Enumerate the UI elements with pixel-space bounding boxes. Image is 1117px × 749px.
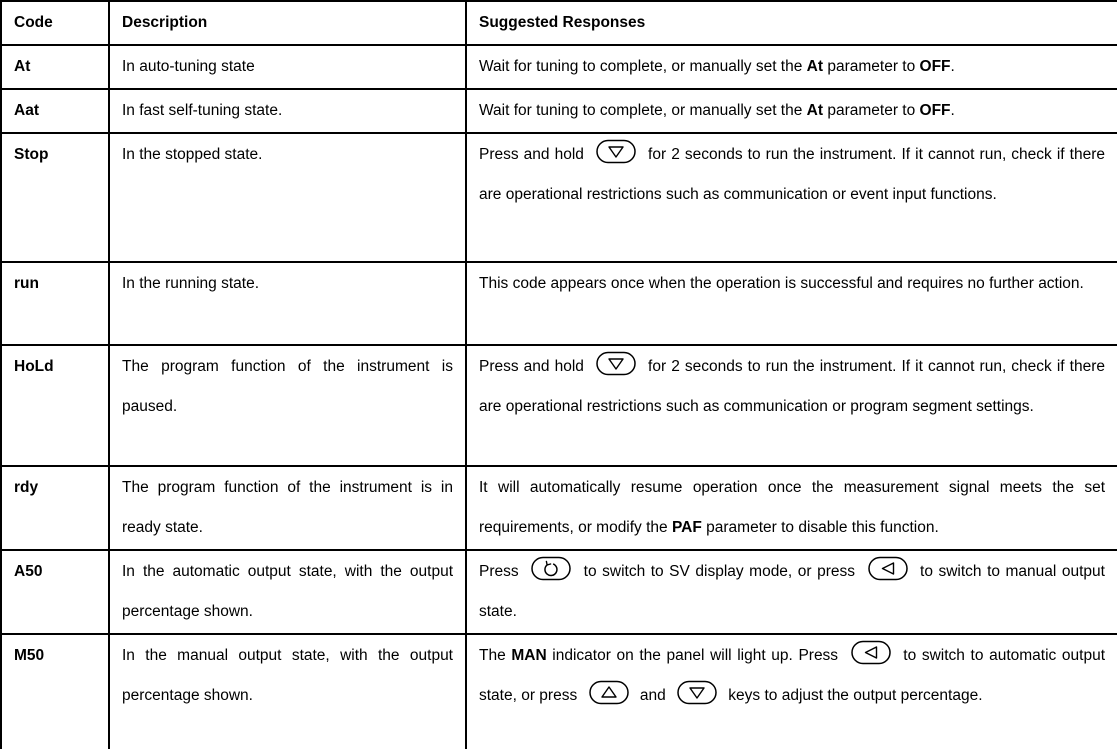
description-cell: In the running state. xyxy=(109,262,466,345)
code-cell: HoLd xyxy=(1,345,109,466)
bold-text-run: At xyxy=(806,102,824,119)
text-run: parameter to disable this function. xyxy=(701,519,939,536)
table-row xyxy=(1,466,1117,550)
description-cell: In the stopped state. xyxy=(109,133,466,262)
bold-text-run: OFF xyxy=(919,102,951,119)
table-row xyxy=(1,262,1117,345)
text-run: to switch to manual output state. xyxy=(479,563,1105,620)
response-cell xyxy=(466,262,1117,345)
table-row xyxy=(1,45,1117,89)
description-cell: The program function of the instrument is paused. xyxy=(109,345,466,466)
text-run: This code appears once when the operation is successful and requires no further action. xyxy=(479,275,1084,292)
response-cell xyxy=(466,45,1117,89)
text-run: The xyxy=(479,647,512,664)
left-arrow-key-icon xyxy=(851,640,891,665)
left-arrow-key-icon xyxy=(868,556,908,581)
bold-text-run: MAN xyxy=(511,647,547,664)
table-row xyxy=(1,133,1117,262)
code-cell: Aat xyxy=(1,89,109,133)
table-row xyxy=(1,550,1117,634)
down-arrow-key-icon xyxy=(677,680,717,705)
cycle-key-icon xyxy=(531,556,571,581)
text-run: for 2 seconds to run the instrument. If it cannot run, check if there are operational restrictions such as communication or event input functions. xyxy=(479,146,1106,203)
bold-text-run: OFF xyxy=(919,58,951,75)
table-row xyxy=(1,89,1117,133)
text-run: Wait for tuning to complete, or manually set the xyxy=(479,58,807,75)
response-cell xyxy=(466,466,1117,550)
text-run: parameter to xyxy=(823,102,920,119)
text-run: parameter to xyxy=(823,58,920,75)
bold-text-run: At xyxy=(806,58,824,75)
text-run: Press and hold xyxy=(479,358,589,375)
text-run: It will automatically resume operation once the measurement signal meets the set requirements, or modify the xyxy=(479,479,1105,536)
text-run: Press xyxy=(479,563,525,580)
text-run: keys to adjust the output percentage. xyxy=(724,687,983,704)
response-cell xyxy=(466,634,1117,749)
response-cell xyxy=(466,133,1117,262)
response-cell xyxy=(466,550,1117,634)
column-header-code: Code xyxy=(1,1,109,45)
column-header-description: Description xyxy=(109,1,466,45)
text-run: to switch to automatic output state, or press xyxy=(479,647,1106,704)
text-run: Press and hold xyxy=(479,146,589,163)
response-cell xyxy=(466,345,1117,466)
code-cell: run xyxy=(1,262,109,345)
text-run: . xyxy=(950,58,955,75)
description-cell: In fast self-tuning state. xyxy=(109,89,466,133)
table-row xyxy=(1,634,1117,749)
text-run: and xyxy=(635,687,670,704)
code-cell: M50 xyxy=(1,634,109,749)
up-arrow-key-icon xyxy=(589,680,629,705)
column-header-response: Suggested Responses xyxy=(466,1,1117,45)
description-cell: In auto-tuning state xyxy=(109,45,466,89)
code-cell: At xyxy=(1,45,109,89)
code-cell: rdy xyxy=(1,466,109,550)
description-cell: The program function of the instrument is in ready state. xyxy=(109,466,466,550)
table-row xyxy=(1,345,1117,466)
text-run: for 2 seconds to run the instrument. If it cannot run, check if there are operational restrictions such as communication or program segment settings. xyxy=(479,358,1106,415)
header-row xyxy=(1,1,1117,45)
code-cell: Stop xyxy=(1,133,109,262)
text-run: Wait for tuning to complete, or manually set the xyxy=(479,102,807,119)
code-cell: A50 xyxy=(1,550,109,634)
table-header xyxy=(1,1,1117,45)
text-run: indicator on the panel will light up. Press xyxy=(546,647,844,664)
bold-text-run: PAF xyxy=(671,519,702,536)
down-arrow-key-icon xyxy=(596,139,636,164)
down-arrow-key-icon xyxy=(596,351,636,376)
response-cell xyxy=(466,89,1117,133)
description-cell: In the manual output state, with the output percentage shown. xyxy=(109,634,466,749)
table-body xyxy=(1,45,1117,749)
text-run: . xyxy=(950,102,955,119)
description-cell: In the automatic output state, with the output percentage shown. xyxy=(109,550,466,634)
text-run: to switch to SV display mode, or press xyxy=(578,563,861,580)
